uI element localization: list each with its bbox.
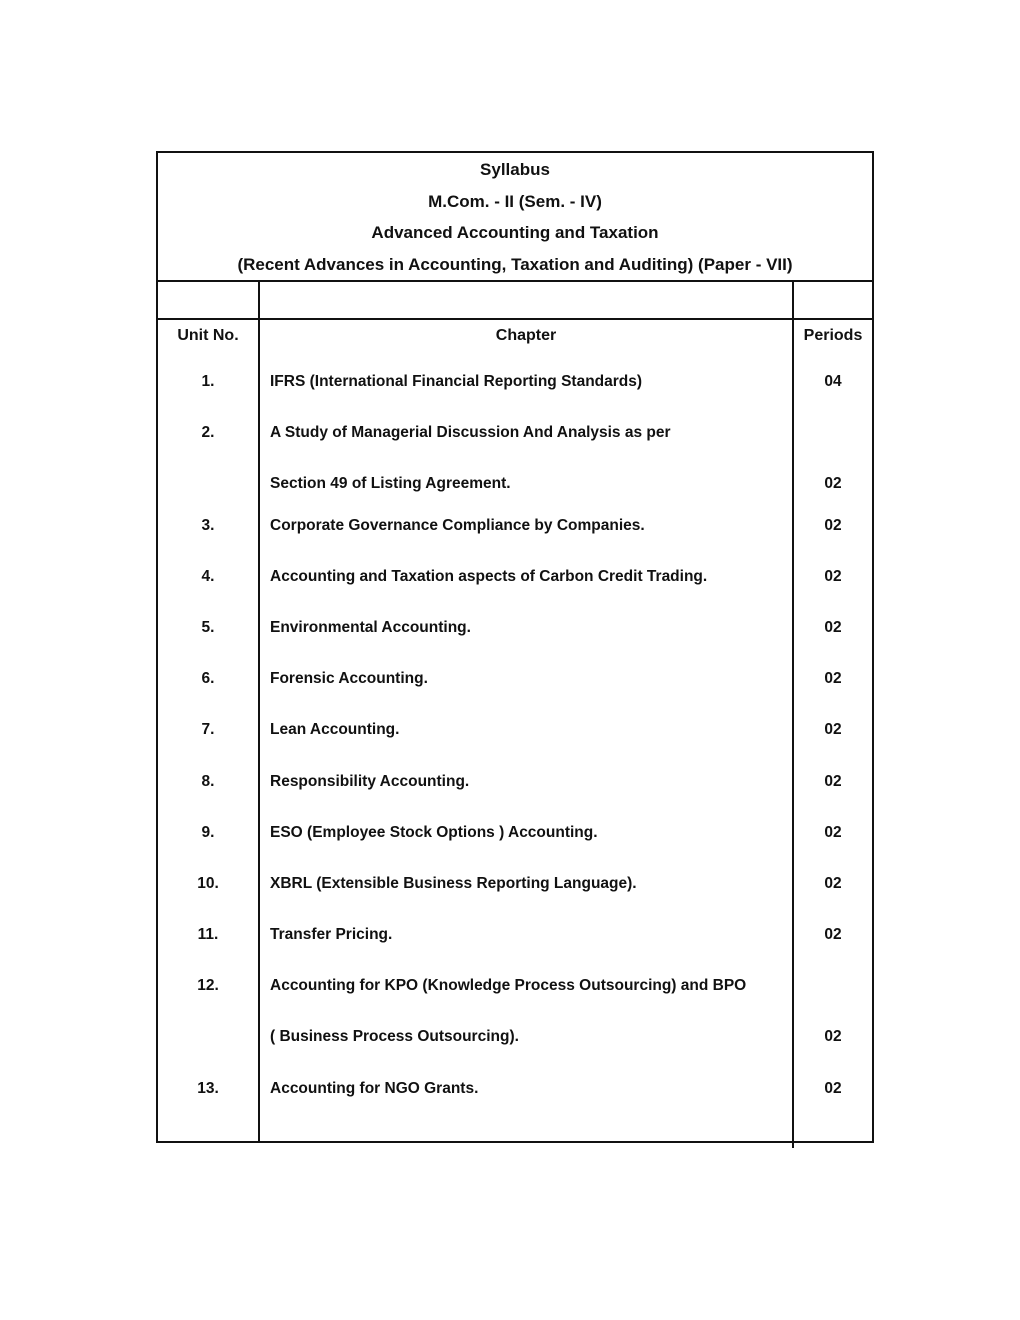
row-chapter: XBRL (Extensible Business Reporting Language). — [270, 875, 637, 892]
unit-column-divider — [258, 282, 260, 1141]
row-chapter: Lean Accounting. — [270, 721, 400, 738]
paper-name: (Recent Advances in Accounting, Taxation and Auditing) (Paper - VII) — [237, 255, 793, 274]
row-unit: 13. — [197, 1080, 219, 1097]
row-chapter: ( Business Process Outsourcing). — [270, 1028, 519, 1045]
row-chapter: Accounting and Taxation aspects of Carbon Credit Trading. — [270, 568, 708, 585]
row-chapter: A Study of Managerial Discussion And Analysis as per — [270, 424, 671, 441]
row-periods: 02 — [824, 475, 842, 492]
row-periods: 02 — [824, 926, 842, 943]
syllabus-header — [158, 153, 872, 282]
column-header-unit: Unit No. — [177, 327, 239, 344]
subject-name: Advanced Accounting and Taxation — [371, 223, 659, 242]
row-chapter: Accounting for KPO (Knowledge Process Outsourcing) and BPO — [270, 977, 747, 994]
row-periods: 02 — [824, 875, 842, 892]
row-chapter: ESO (Employee Stock Options ) Accounting. — [270, 824, 598, 841]
row-periods: 02 — [824, 773, 842, 790]
row-periods: 02 — [824, 670, 842, 687]
row-chapter: Section 49 of Listing Agreement. — [270, 475, 511, 492]
row-unit: 6. — [201, 670, 215, 687]
row-periods: 02 — [824, 619, 842, 636]
row-unit: 3. — [201, 517, 215, 534]
row-chapter: Responsibility Accounting. — [270, 773, 470, 790]
chapter-column-divider — [792, 282, 794, 1148]
blank-row — [158, 282, 872, 320]
row-unit: 8. — [201, 773, 215, 790]
row-chapter: IFRS (International Financial Reporting Standards) — [270, 373, 643, 390]
syllabus-table-frame — [156, 151, 874, 1143]
row-periods: 04 — [824, 373, 842, 390]
column-header-periods: Periods — [803, 327, 863, 344]
row-chapter: Transfer Pricing. — [270, 926, 393, 943]
row-periods: 02 — [824, 568, 842, 585]
row-unit: 4. — [201, 568, 215, 585]
row-periods: 02 — [824, 721, 842, 738]
row-unit: 7. — [201, 721, 215, 738]
row-unit: 2. — [201, 424, 215, 441]
row-unit: 5. — [201, 619, 215, 636]
row-chapter: Forensic Accounting. — [270, 670, 428, 687]
row-chapter: Corporate Governance Compliance by Companies. — [270, 517, 645, 534]
syllabus-title: Syllabus — [480, 160, 550, 179]
row-periods: 02 — [824, 1080, 842, 1097]
course-name: M.Com. - II (Sem. - IV) — [428, 192, 602, 211]
row-unit: 1. — [201, 373, 215, 390]
row-unit: 11. — [197, 926, 219, 943]
row-periods: 02 — [824, 517, 842, 534]
row-periods: 02 — [824, 824, 842, 841]
row-periods: 02 — [824, 1028, 842, 1045]
row-unit: 10. — [197, 875, 219, 892]
row-unit: 12. — [197, 977, 219, 994]
row-chapter: Environmental Accounting. — [270, 619, 471, 636]
row-chapter: Accounting for NGO Grants. — [270, 1080, 479, 1097]
column-header-chapter: Chapter — [495, 327, 557, 344]
row-unit: 9. — [201, 824, 215, 841]
